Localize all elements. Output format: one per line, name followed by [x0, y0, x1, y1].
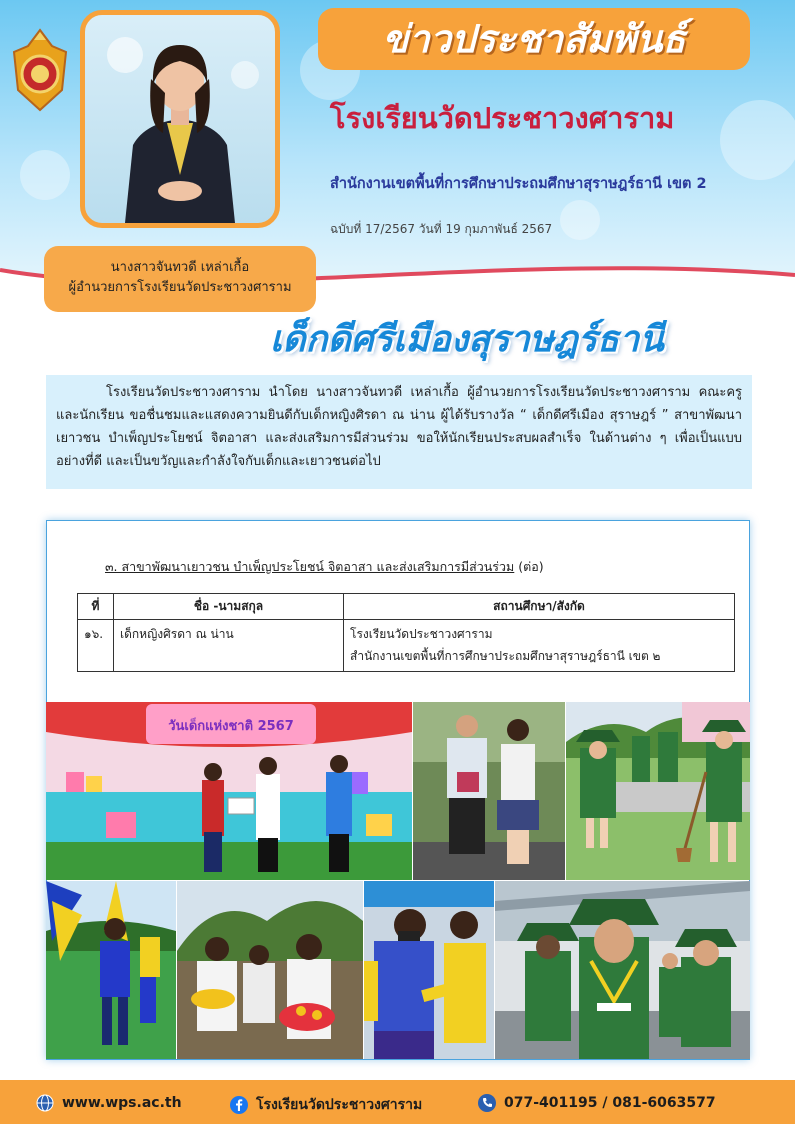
photo-award-handover — [413, 702, 565, 880]
facebook-text: โรงเรียนวัดประชาวงศาราม — [256, 1097, 423, 1113]
table-row — [78, 620, 735, 672]
director-position: ผู้อำนวยการโรงเรียนวัดประชาวงศาราม — [68, 279, 292, 295]
news-title-banner: ข่าวประชาสัมพันธ์ — [318, 8, 750, 70]
news-body-text: โรงเรียนวัดประชาวงศาราม นำโดย นางสาวจันทวดี เหล่าเกื้อ ผู้อำนวยการโรงเรียนวัดประชาวงศาราม คณะครู และนักเรียน ขอชื่นชมและแสดงความยินดีกับเด็กหญิงศิรดา ณ น่าน ผู้ได้รับรางวัล “ เด็กดีศรีเมือง สุราษฎร์ ” สาขาพัฒนาเยาวชน บำเพ็ญประโยชน์ จิตอาสา และส่งเสริมการมีส่วนร่วม ขอให้นักเรียนประสบผลสำเร็จ ในด้านต่าง ๆ เพื่อเป็นแบบอย่างที่ดี และเป็นขวัญและกำลังใจกับเด็กและเยาวชนต่อไป — [46, 375, 752, 489]
office-name: สำนักงานเขตพื้นที่การศึกษาประถมศึกษาสุราษฎร์ธานี เขต 2 — [330, 176, 707, 192]
column-header-number: ที่ — [78, 594, 114, 620]
column-header-name: ชื่อ -นามสกุล — [114, 594, 344, 620]
footer-bar — [0, 1080, 795, 1124]
phone-text: 077-401195 / 081-6063577 — [504, 1095, 716, 1111]
photo-scout-group — [495, 881, 750, 1059]
school-logo-icon — [10, 28, 70, 112]
director-photo — [80, 10, 280, 228]
website-text: www.wps.ac.th — [62, 1095, 182, 1111]
footer-website[interactable] — [36, 1094, 182, 1112]
footer-facebook[interactable] — [230, 1094, 422, 1116]
row-school-office: สำนักงานเขตพื้นที่การศึกษาประถมศึกษาสุราษฎร์ธานี เขต ๒ — [350, 649, 661, 663]
row-school — [344, 620, 735, 672]
school-name: โรงเรียนวัดประชาวงศาราม — [330, 101, 675, 135]
photo-parade — [46, 881, 176, 1059]
director-caption — [44, 246, 316, 312]
photo-speech — [364, 881, 494, 1059]
document-heading-suffix: (ต่อ) — [518, 559, 544, 574]
photo-flower-ceremony — [177, 881, 363, 1059]
row-name: เด็กหญิงศิรดา ณ น่าน — [114, 620, 344, 672]
document-heading — [105, 557, 705, 577]
row-school-name: โรงเรียนวัดประชาวงศาราม — [350, 627, 493, 641]
phone-icon — [478, 1094, 496, 1112]
row-number: ๑๖. — [78, 620, 114, 672]
award-table — [77, 593, 735, 672]
photo-award-ceremony — [46, 702, 412, 880]
director-name: นางสาวจันทวดี เหล่าเกื้อ — [110, 260, 250, 275]
column-header-school: สถานศึกษา/สังกัด — [344, 594, 735, 620]
issue-number-date: ฉบับที่ 17/2567 วันที่ 19 กุมภาพันธ์ 2567 — [330, 222, 553, 236]
globe-icon — [36, 1094, 54, 1112]
footer-phone[interactable] — [478, 1094, 716, 1112]
facebook-icon — [230, 1096, 248, 1114]
event-banner-text: วันเด็กแห่งชาติ 2567 — [168, 719, 294, 734]
news-headline: เด็กดีศรีเมืองสุราษฎร์ธานี — [270, 318, 664, 360]
photo-scout-cleanup — [566, 702, 750, 880]
document-heading-text: ๓. สาขาพัฒนาเยาวชน บำเพ็ญประโยชน์ จิตอาสา และส่งเสริมการมีส่วนร่วม — [105, 559, 515, 574]
